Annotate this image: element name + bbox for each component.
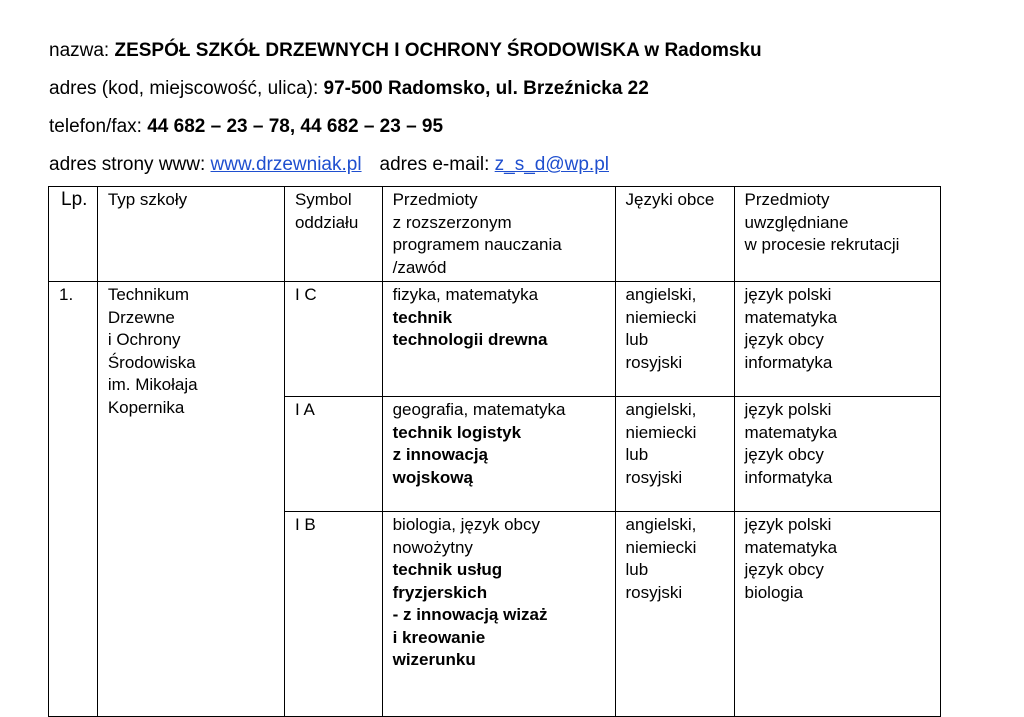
cell-recruitment: język polski matematyka język obcy biologia: [734, 512, 941, 717]
cell-school-type: Technikum Drzewne i Ochrony Środowiska im. Mikołaja Kopernika: [97, 282, 284, 717]
cell-languages: angielski, niemiecki lub rosyjski: [615, 282, 734, 397]
contact-line: [49, 153, 609, 177]
phone-line: [49, 115, 443, 139]
cell-subjects: geografia, matematyka technik logistyk z innowacją wojskową: [382, 397, 615, 512]
website-link[interactable]: www.drzewniak.pl: [210, 154, 362, 175]
school-schedule-table: [48, 186, 941, 717]
cell-symbol: I C: [284, 282, 382, 397]
header-lp: Lp.: [49, 187, 98, 282]
address-value: 97-500 Radomsko, ul. Brzeźnicka 22: [323, 78, 649, 99]
header-symbol: Symbol oddziału: [284, 187, 382, 282]
cell-languages: angielski, niemiecki lub rosyjski: [615, 397, 734, 512]
phone-label: telefon/fax:: [49, 116, 148, 137]
website-label: adres strony www:: [49, 154, 211, 175]
cell-languages: angielski, niemiecki lub rosyjski: [615, 512, 734, 717]
cell-recruitment: język polski matematyka język obcy informatyka: [734, 282, 941, 397]
address-line: [49, 77, 649, 101]
cell-lp: 1.: [49, 282, 98, 717]
school-name-line: [49, 39, 762, 63]
cell-recruitment: język polski matematyka język obcy informatyka: [734, 397, 941, 512]
cell-subjects: fizyka, matematyka technik technologii drewna: [382, 282, 615, 397]
cell-symbol: I B: [284, 512, 382, 717]
header-subjects: Przedmioty z rozszerzonym programem nauczania /zawód: [382, 187, 615, 282]
email-label: adres e-mail:: [379, 154, 495, 175]
header-languages: Języki obce: [615, 187, 734, 282]
header-school-type: Typ szkoły: [97, 187, 284, 282]
table-row: [49, 282, 941, 397]
cell-symbol: I A: [284, 397, 382, 512]
school-name-label: nazwa:: [49, 40, 115, 61]
phone-value: 44 682 – 23 – 78, 44 682 – 23 – 95: [147, 116, 444, 137]
header-recruitment: Przedmioty uwzględniane w procesie rekrutacji: [734, 187, 941, 282]
address-label: adres (kod, miejscowość, ulica):: [49, 78, 324, 99]
cell-subjects: biologia, język obcy nowożytny technik usług fryzjerskich - z innowacją wizaż i kreowanie wizerunku: [382, 512, 615, 717]
email-link[interactable]: z_s_d@wp.pl: [494, 154, 609, 175]
table-header-row: [49, 187, 941, 282]
school-name: ZESPÓŁ SZKÓŁ DRZEWNYCH I OCHRONY ŚRODOWISKA w Radomsku: [114, 40, 762, 61]
